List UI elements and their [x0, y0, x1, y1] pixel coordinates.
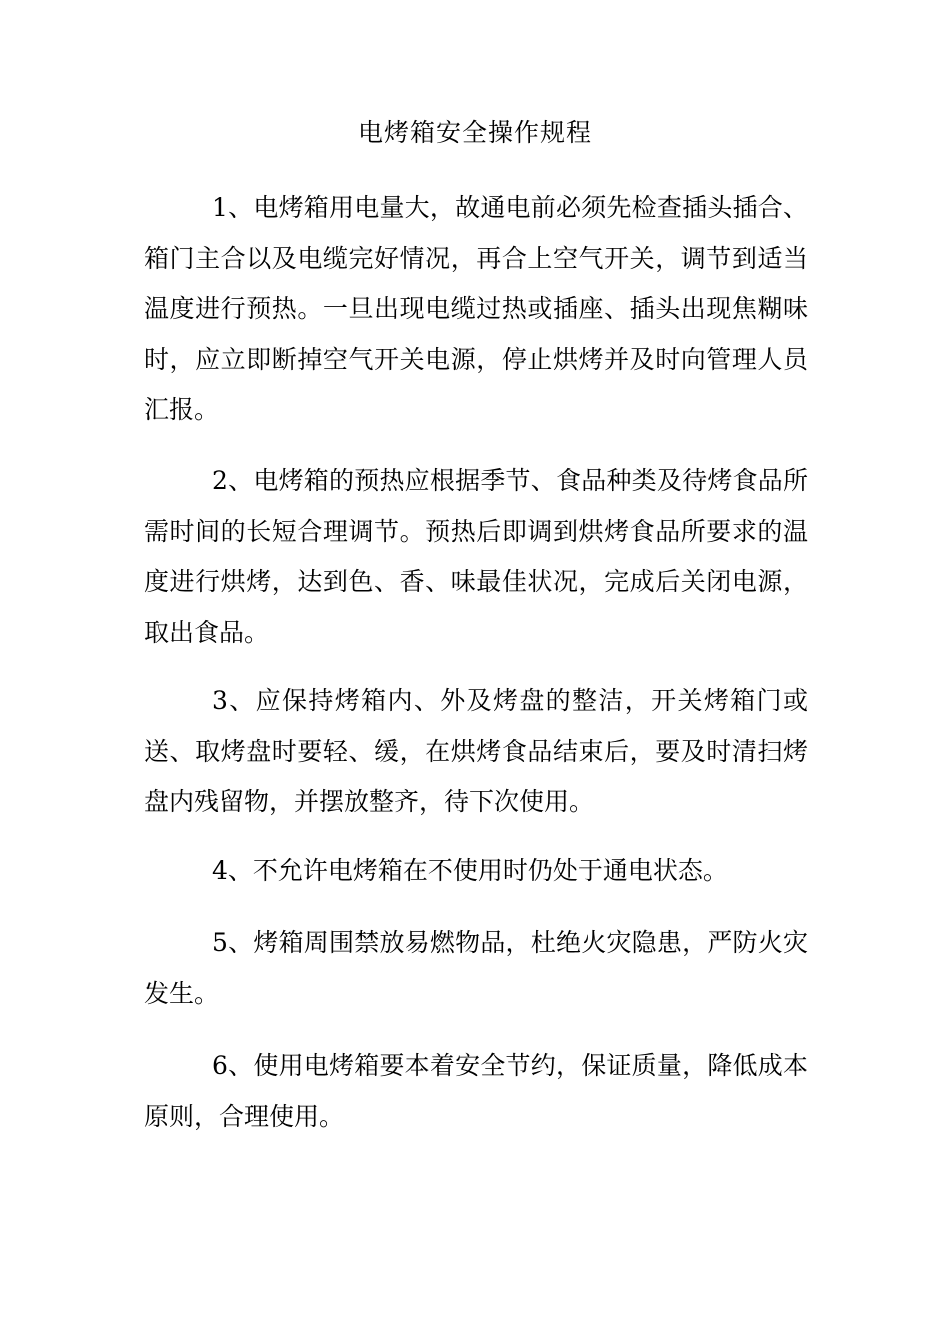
paragraph-4: 4、不允许电烤箱在不使用时仍处于通电状态。	[212, 856, 728, 885]
paragraph-1: 1、电烤箱用电量大，故通电前必须先检查插头插合、箱门主合以及电缆完好情况，再合上空气开关，调节到适当温度进行预热。一旦出现电缆过热或插座、插头出现焦糊味时，应立即断掉空气开关电源，停止烘烤并及时向管理人员汇报。	[144, 193, 808, 424]
document-title: 电烤箱安全操作规程	[357, 118, 592, 147]
paragraph-5: 5、烤箱周围禁放易燃物品，杜绝火灾隐患，严防火灾发生。	[144, 928, 808, 1008]
paragraph-6: 6、使用电烤箱要本着安全节约，保证质量，降低成本原则，合理使用。	[144, 1051, 808, 1131]
paragraph-2: 2、电烤箱的预热应根据季节、食品种类及待烤食品所需时间的长短合理调节。预热后即调到烘烤食品所要求的温度进行烘烤，达到色、香、味最佳状况，完成后关闭电源，取出食品。	[144, 466, 808, 647]
paragraph-3: 3、应保持烤箱内、外及烤盘的整洁，开关烤箱门或送、取烤盘时要轻、缓，在烘烤食品结束后，要及时清扫烤盘内残留物，并摆放整齐，待下次使用。	[144, 686, 808, 816]
